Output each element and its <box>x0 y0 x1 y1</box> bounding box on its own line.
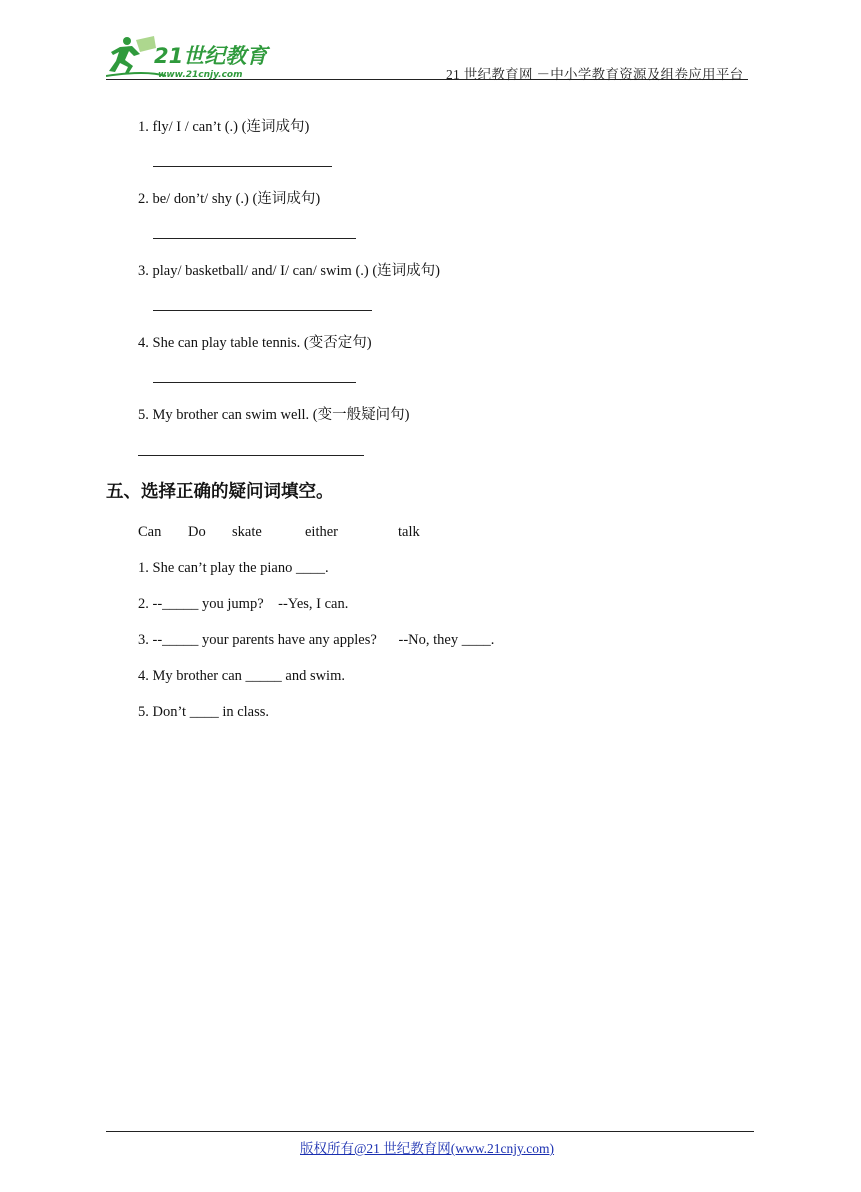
header-divider <box>106 79 748 80</box>
task-2-answer-line <box>153 238 356 239</box>
task-3-prompt: 3. play/ basketball/ and/ I/ can/ swim (.) (连词成句) <box>138 263 441 279</box>
word-bank-item: talk <box>398 524 420 540</box>
fill-item-1: 1. She can’t play the piano ____. <box>138 560 329 576</box>
task-5-prompt: 5. My brother can swim well. (变一般疑问句) <box>138 407 410 423</box>
header-tagline: 21 世纪教育网 －中小学教育资源及组卷应用平台 <box>446 67 744 82</box>
word-bank-item: Can <box>138 524 162 540</box>
fill-item-4: 4. My brother can _____ and swim. <box>138 668 345 684</box>
fill-item-2: 2. --_____ you jump? --Yes, I can. <box>138 596 349 612</box>
task-3-answer-line <box>153 310 372 311</box>
task-4-prompt: 4. She can play table tennis. (变否定句) <box>138 335 372 351</box>
word-bank-item: skate <box>232 524 262 540</box>
footer-copyright-link[interactable]: 版权所有@21 世纪教育网(www.21cnjy.com) <box>300 1141 555 1156</box>
task-2-prompt: 2. be/ don’t/ shy (.) (连词成句) <box>138 191 321 207</box>
word-bank-item: Do <box>188 524 206 540</box>
task-5-answer-line <box>138 455 364 456</box>
section-title: 五、选择正确的疑问词填空。 <box>106 482 334 502</box>
task-4-answer-line <box>153 382 356 383</box>
fill-item-5: 5. Don’t ____ in class. <box>138 704 270 720</box>
task-1-prompt: 1. fly/ I / can’t (.) (连词成句) <box>138 119 310 135</box>
fill-item-3: 3. --_____ your parents have any apples? --No, they ____. <box>138 632 495 648</box>
footer-divider <box>106 1131 754 1132</box>
logo-text: 21世纪教育 <box>154 44 268 68</box>
site-logo <box>106 34 281 82</box>
word-bank-item: either <box>305 524 339 540</box>
task-1-answer-line <box>153 166 332 167</box>
logo-url: www.21cnjy.com <box>158 70 243 80</box>
